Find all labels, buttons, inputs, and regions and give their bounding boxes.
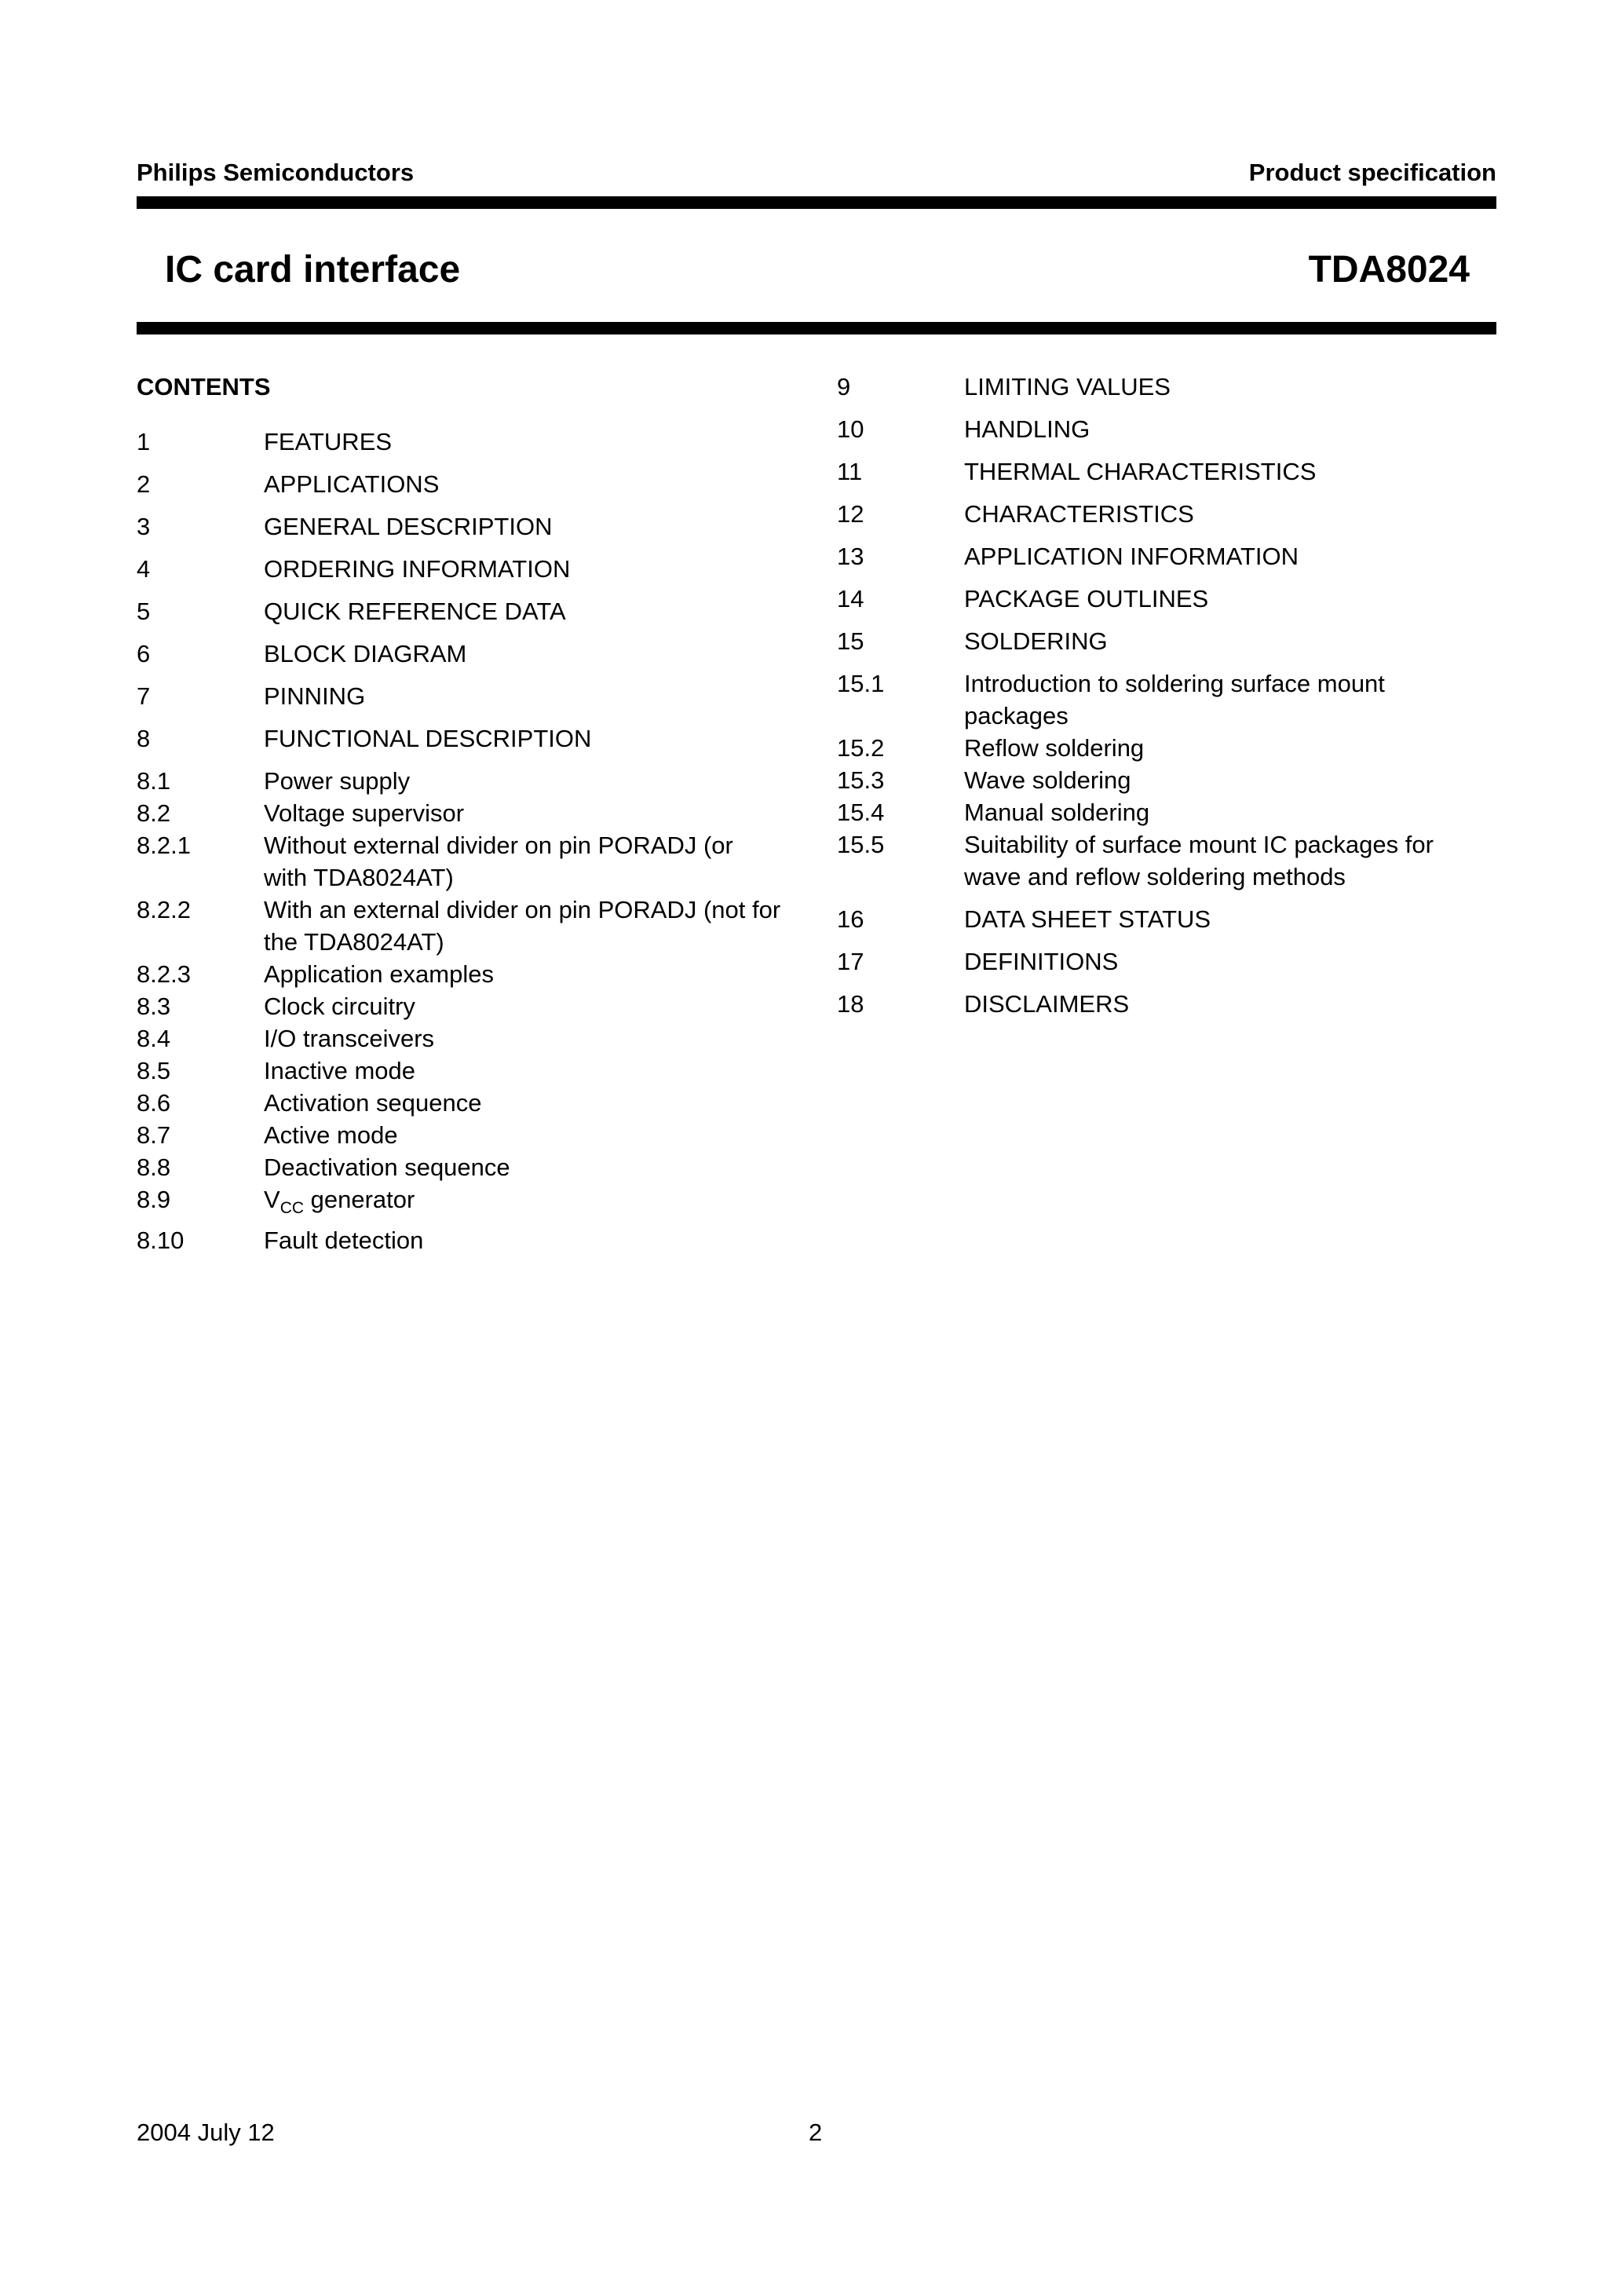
toc-entry[interactable] [137,1055,788,1087]
footer-date: 2004 July 12 [137,2119,275,2146]
toc-entry-number: 15 [837,627,864,655]
toc-entry-title-subscript: CC [279,1199,305,1218]
toc-entry[interactable] [137,797,788,829]
toc-entry[interactable] [137,426,788,458]
company-name: Philips Semiconductors [137,159,415,186]
toc-entry-title: Reflow soldering [964,734,1145,762]
toc-entry-number: 8.1 [137,767,171,795]
toc-entry-number: 13 [837,543,864,570]
toc-entry-title [264,1183,782,1224]
toc-entry-title: SOLDERING [964,627,1108,655]
toc-entry-title: GENERAL DESCRIPTION [264,513,553,540]
toc-entry[interactable] [137,990,788,1022]
toc-entry-number: 15.3 [837,766,885,794]
toc-entry-number: 16 [837,905,864,933]
toc-entry-number: 8.2.2 [137,896,191,923]
toc-entry-title: LIMITING VALUES [964,373,1171,400]
toc-entry[interactable] [837,988,1489,1020]
toc-entry[interactable] [137,1119,788,1151]
toc-entry-number: 8.2.1 [137,832,191,859]
toc-entry-number: 15.1 [837,670,885,697]
toc-entry[interactable] [137,1224,788,1256]
toc-entry-number: 9 [837,373,851,400]
toc-entry-number: 8.2.3 [137,960,191,988]
toc-entry[interactable] [137,1183,788,1224]
toc-entry-title: ORDERING INFORMATION [264,555,571,583]
toc-entry[interactable] [137,722,788,755]
toc-entry-title: APPLICATION INFORMATION [964,543,1299,570]
toc-entry-title: Activation sequence [264,1089,482,1117]
toc-entry-title: Suitability of surface mount IC packages for wave and reflow soldering methods [964,831,1434,890]
title-block [165,242,1470,298]
toc-entry-number: 4 [137,555,151,583]
toc-entry[interactable] [837,945,1489,978]
toc-entry-number: 8.2 [137,799,171,827]
toc-entry-title: Clock circuitry [264,993,415,1020]
toc-entry-number: 8 [137,725,151,752]
toc-entry-number: 1 [137,428,151,455]
document-type: Product specification [1248,159,1496,186]
toc-entry-title: Power supply [264,767,411,795]
toc-entry-number: 8.8 [137,1153,171,1181]
toc-entry-number: 17 [837,948,864,975]
running-header [137,154,1496,192]
toc-entry-number: 12 [837,500,864,528]
toc-entry-title: Wave soldering [964,766,1131,794]
toc-entry[interactable] [837,498,1489,530]
toc-entry-number: 11 [837,458,863,485]
toc-right-column [837,371,1489,1030]
toc-entry-title: PACKAGE OUTLINES [964,585,1209,612]
toc-entry[interactable] [837,371,1489,403]
toc-entry-number: 18 [837,990,864,1018]
toc-entry[interactable] [137,638,788,670]
toc-entry-number: 8.6 [137,1089,171,1117]
toc-entry-number: 7 [137,682,151,710]
toc-entry[interactable] [137,595,788,627]
toc-entry-number: 2 [137,470,151,498]
toc-entry[interactable] [837,413,1489,445]
toc-entry-title: THERMAL CHARACTERISTICS [964,458,1317,485]
toc-entry-number: 10 [837,415,864,443]
toc-entry[interactable] [837,583,1489,615]
toc-entry-number: 8.7 [137,1121,171,1149]
toc-entry[interactable] [137,1087,788,1119]
toc-entry-title: Manual soldering [964,799,1150,826]
toc-entry-title: PINNING [264,682,366,710]
toc-entry[interactable] [837,540,1489,572]
toc-entry-title-main: V [264,1186,280,1213]
toc-entry[interactable] [137,765,788,797]
toc-entry-number: 3 [137,513,151,540]
toc-entry-title: Introduction to soldering surface mount packages [964,670,1385,729]
toc-entry[interactable] [137,1151,788,1183]
toc-entry-number: 8.9 [137,1186,171,1213]
contents-heading: CONTENTS [137,373,271,400]
toc-entry[interactable] [137,958,788,990]
toc-entry[interactable] [137,468,788,500]
toc-entry-title-rest: generator [304,1186,415,1213]
header-rule-bottom [137,322,1496,335]
toc-entry-title: With an external divider on pin PORADJ (not for the TDA8024AT) [264,896,781,956]
toc-entry-number: 8.4 [137,1025,171,1052]
toc-entry[interactable] [837,903,1489,935]
toc-entry[interactable] [837,764,1489,796]
toc-entry-number: 5 [137,598,151,625]
toc-entry[interactable] [837,828,1489,893]
toc-entry-title: Application examples [264,960,494,988]
toc-entry-title: FEATURES [264,428,393,455]
toc-entry[interactable] [837,667,1489,732]
toc-entry-title: Without external divider on pin PORADJ (or with TDA8024AT) [264,832,733,891]
toc-entry-title: Deactivation sequence [264,1153,510,1181]
toc-entry-title: I/O transceivers [264,1025,435,1052]
toc-entry[interactable] [137,553,788,585]
toc-entry-number: 8.5 [137,1057,171,1084]
toc-entry-number: 8.3 [137,993,171,1020]
toc-entry-number: 15.2 [837,734,885,762]
toc-entry-title: DEFINITIONS [964,948,1119,975]
toc-entry-title: DISCLAIMERS [964,990,1130,1018]
toc-entry-title: Active mode [264,1121,398,1149]
page-number: 2 [809,2119,823,2146]
toc-entry[interactable] [837,732,1489,764]
toc-entry[interactable] [837,625,1489,657]
toc-entry[interactable] [137,829,788,894]
toc-entry[interactable] [137,1022,788,1055]
product-name: IC card interface [165,249,461,291]
part-number: TDA8024 [1308,249,1470,291]
header-rule-top [137,196,1496,209]
toc-entry[interactable] [137,894,788,958]
toc-entry-title: Inactive mode [264,1057,415,1084]
toc-entry-title: HANDLING [964,415,1090,443]
toc-entry[interactable] [837,796,1489,828]
toc-entry[interactable] [137,680,788,712]
toc-entry-number: 15.4 [837,799,885,826]
toc-entry-title: BLOCK DIAGRAM [264,640,467,667]
toc-entry[interactable] [137,510,788,543]
toc-entry-title: DATA SHEET STATUS [964,905,1211,933]
toc-left-column [137,426,788,1256]
toc-entry-title: Fault detection [264,1227,424,1255]
toc-entry-title: FUNCTIONAL DESCRIPTION [264,725,592,752]
toc-entry-title: CHARACTERISTICS [964,500,1194,528]
toc-entry-title: APPLICATIONS [264,470,440,498]
toc-entry-number: 8.10 [137,1227,184,1255]
toc-entry[interactable] [837,455,1489,488]
toc-entry-title: QUICK REFERENCE DATA [264,598,566,625]
toc-entry-number: 14 [837,585,864,612]
toc-entry-number: 6 [137,640,151,667]
toc-entry-number: 15.5 [837,831,885,858]
toc-entry-title: Voltage supervisor [264,799,465,827]
